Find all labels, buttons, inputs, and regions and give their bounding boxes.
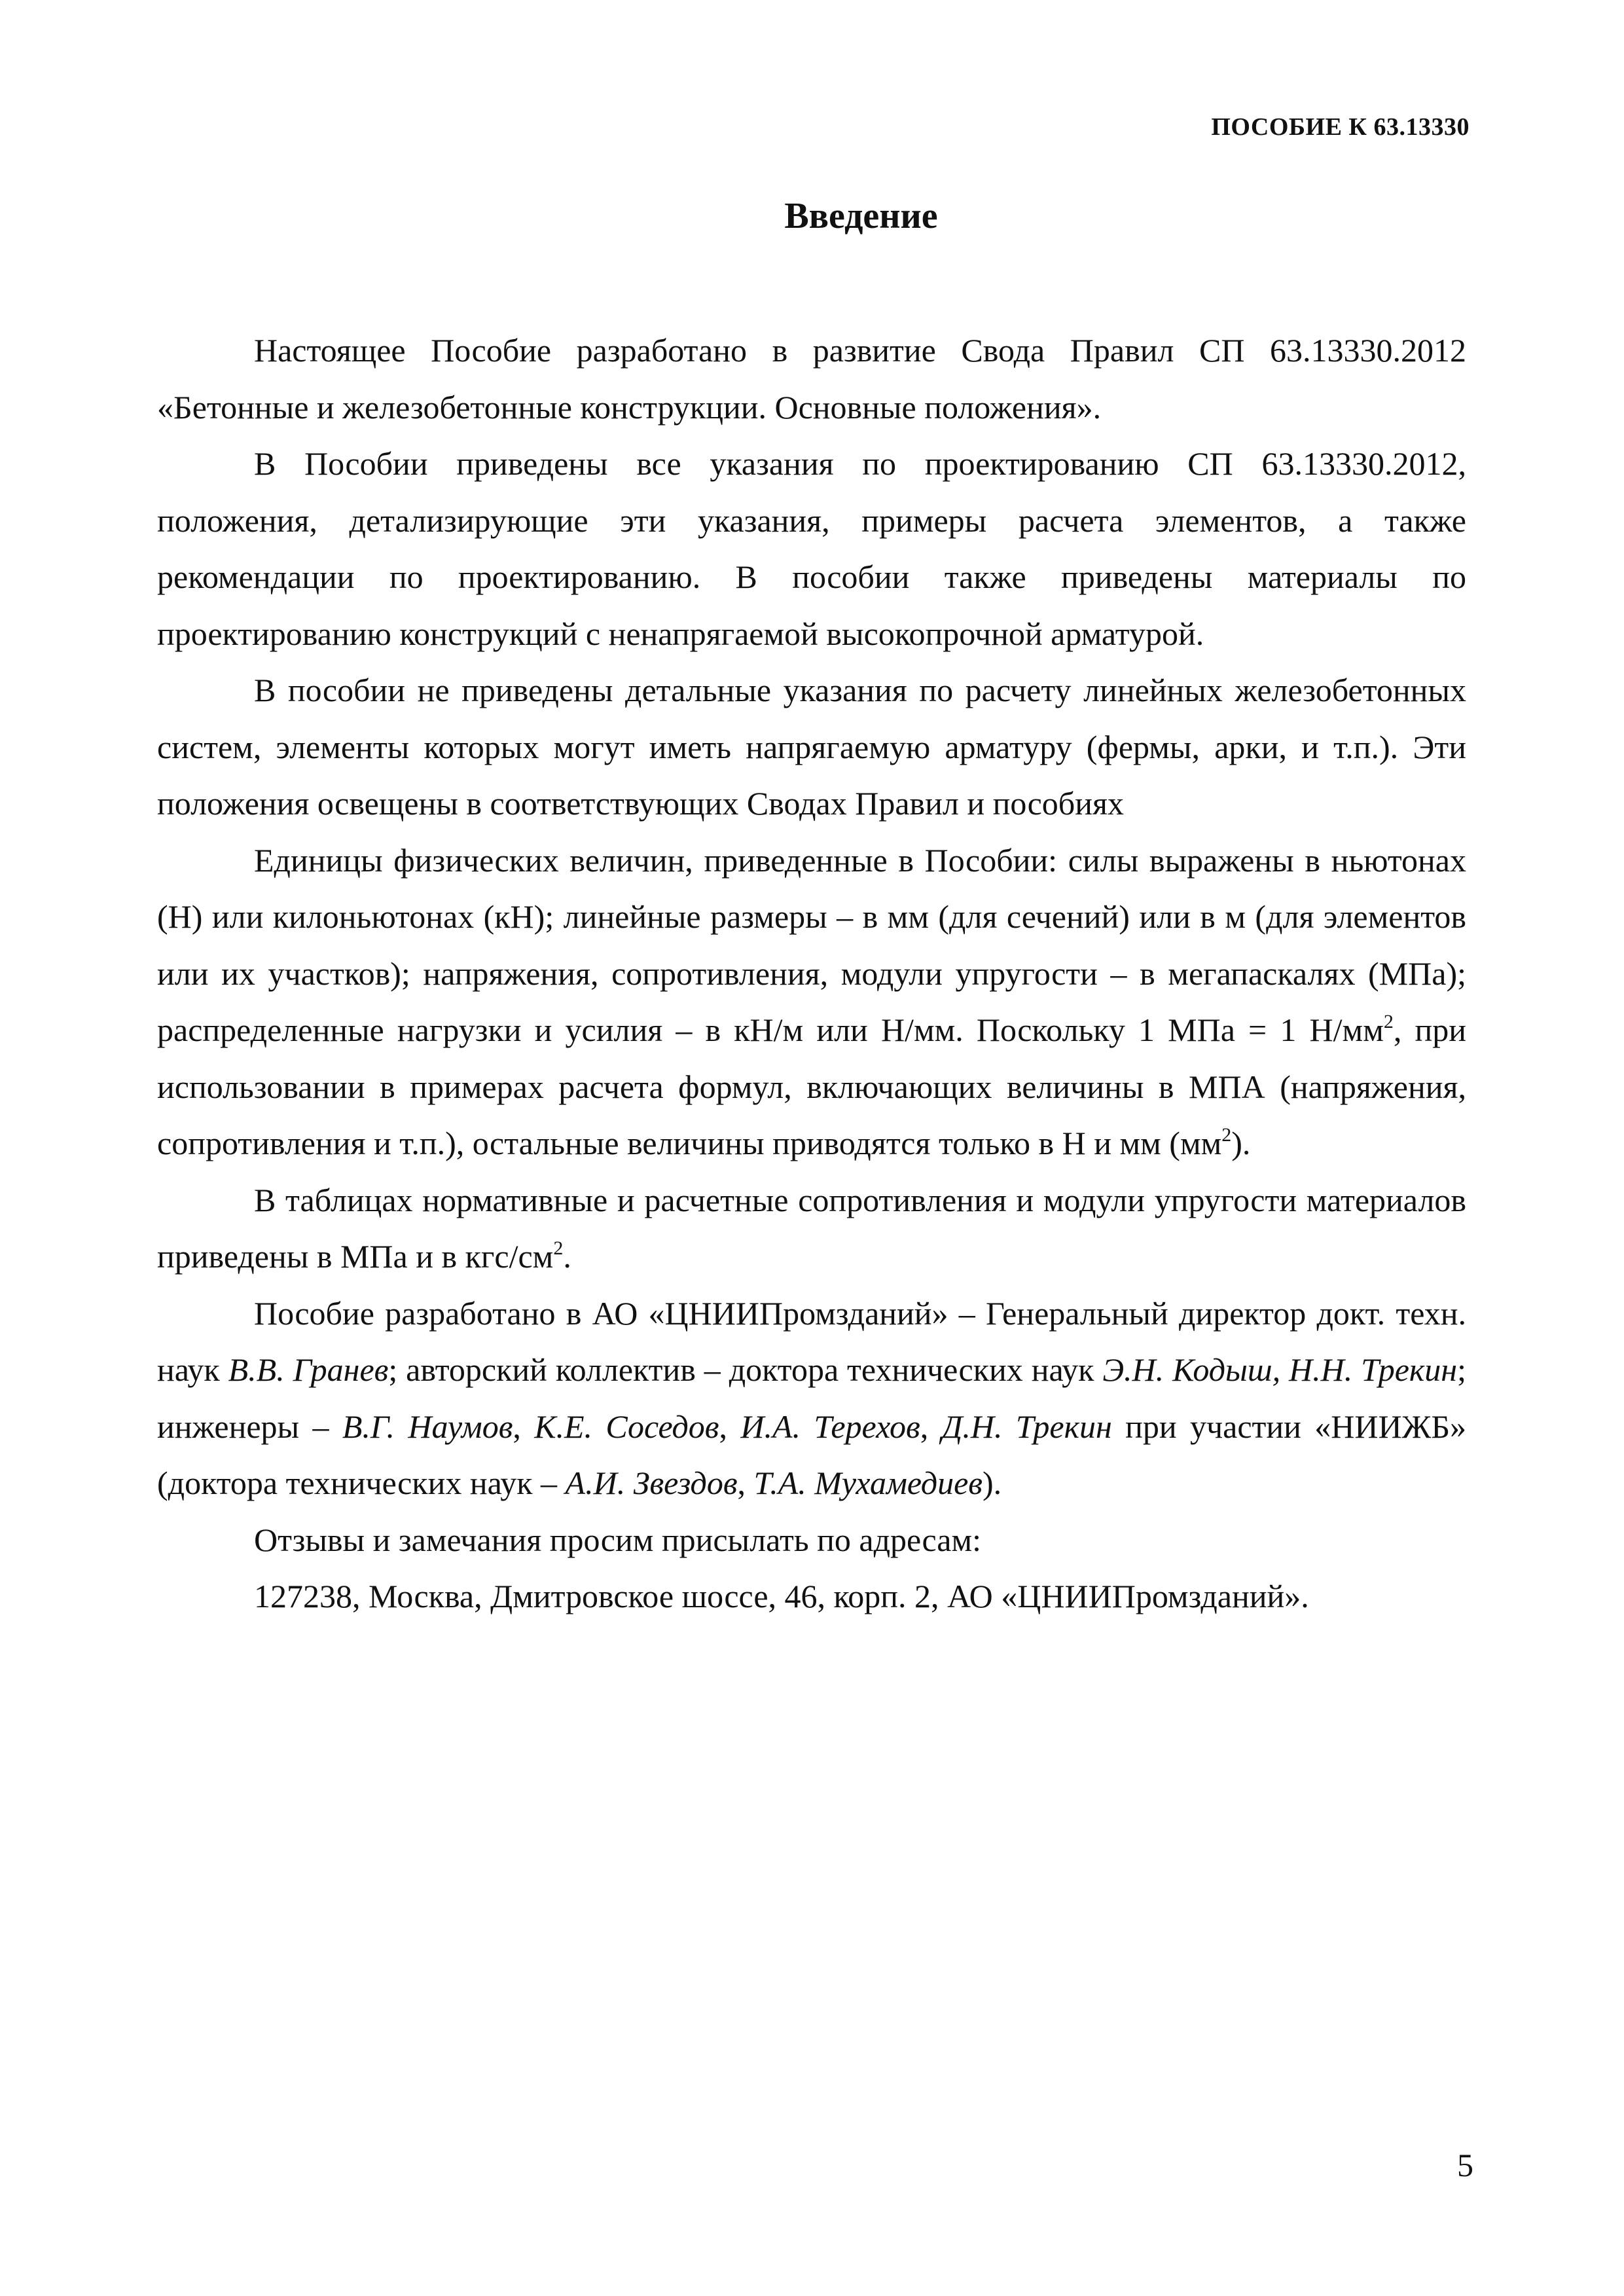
text-run: ; авторский коллектив – доктора технических наук — [388, 1351, 1103, 1388]
section-title: Введение — [784, 196, 938, 236]
text-run: , — [920, 1408, 942, 1445]
paragraph-5-text-2: . — [563, 1238, 571, 1275]
paragraph-3: В пособии не приведены детальные указания по расчету линейных железобетонных систем, элементы которых могут иметь напрягаемую арматуру (фермы, арки, и т.п.). Эти положения освещены в соответствующих Сводах Правил и пособиях — [157, 672, 1466, 822]
text-run: ; инженеры – — [157, 1351, 1467, 1445]
text-run: ). — [983, 1465, 1002, 1501]
author-name: И.А. Терехов — [740, 1408, 920, 1445]
page-number: 5 — [1457, 2147, 1473, 2183]
running-header: ПОСОБИЕ К 63.13330 — [1211, 113, 1470, 141]
paragraph-4-text-3: ). — [1231, 1125, 1251, 1161]
text-run: Пособие разработано в АО «ЦНИИПромзданий» – Генеральный директор докт. техн. наук — [157, 1294, 1466, 1388]
document-body — [157, 322, 1466, 1625]
text-run: , — [737, 1465, 754, 1501]
superscript: 2 — [1383, 1011, 1394, 1032]
author-name: В.В. Гранев — [228, 1351, 389, 1388]
author-name: Д.Н. Трекин — [941, 1408, 1112, 1445]
paragraph-1: Настоящее Пособие разработано в развитие Свода Правил СП 63.13330.2012 «Бетонные и железобетонные конструкции. Основные положения». — [157, 332, 1466, 426]
paragraph-5-text-1: В таблицах нормативные и расчетные сопротивления и модули упругости материалов приведены в МПа и в кгс/см — [157, 1181, 1466, 1275]
paragraph-4-text-2: , при использовании в примерах расчета формул, включающих величины в МПА (напряжения, сопротивления и т.п.), остальные величины приводятся только в Н и мм (мм — [157, 1011, 1467, 1161]
paragraph-4 — [157, 832, 1466, 1172]
author-name: Т.А. Мухамедиев — [753, 1465, 983, 1501]
text-run: , — [513, 1408, 535, 1445]
text-run: при участии «НИИЖБ» (доктора технических наук – — [157, 1408, 1467, 1501]
postal-address: 127238, Москва, Дмитровское шоссе, 46, корп. 2, АО «ЦНИИПромзданий». — [254, 1578, 1309, 1614]
paragraph-7: Отзывы и замечания просим присылать по адресам: — [254, 1521, 982, 1558]
superscript: 2 — [553, 1237, 564, 1259]
superscript: 2 — [1221, 1124, 1232, 1146]
author-name: К.Е. Соседов — [534, 1408, 719, 1445]
author-name: Э.Н. Кодыш, Н.Н. Трекин — [1102, 1351, 1458, 1388]
paragraph-6 — [157, 1285, 1466, 1512]
paragraph-4-text-1: Единицы физических величин, приведенные в Пособии: силы выражены в ньютонах (Н) или килоньютонах (кН); линейные размеры – в мм (для сечений) или в м (для элементов или их участков); напряжения, сопротивления, модули упругости – в мегапаскалях (МПа); распределенные нагрузки и усилия – в кН/м или Н/мм. Поскольку 1 МПа = 1 Н/мм — [157, 841, 1466, 1048]
author-name: В.Г. Наумов — [342, 1408, 513, 1445]
author-name: А.И. Звездов — [565, 1465, 738, 1501]
text-run: , — [719, 1408, 741, 1445]
paragraph-2: В Пособии приведены все указания по проектированию СП 63.13330.2012, положения, детализирующие эти указания, примеры расчета элементов, а также рекомендации по проектированию. В пособии также приведены материалы по проектированию конструкций с ненапрягаемой высокопрочной арматурой. — [157, 445, 1466, 652]
paragraph-5 — [157, 1172, 1466, 1285]
